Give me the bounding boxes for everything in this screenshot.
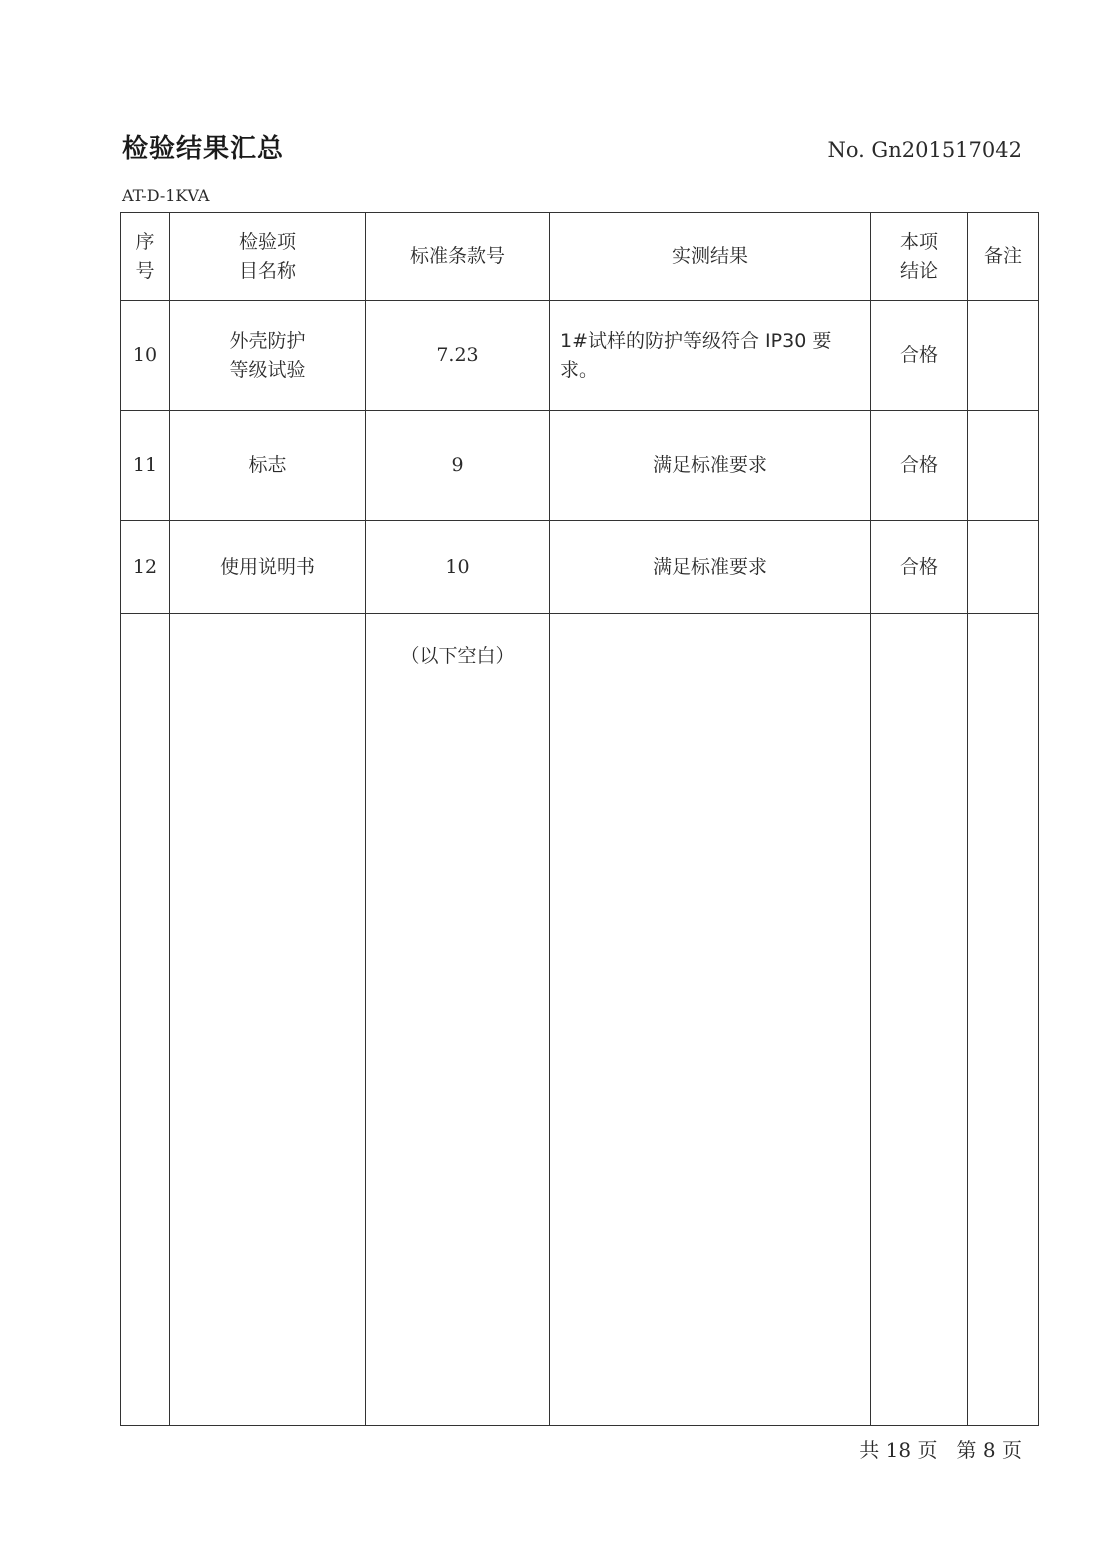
header-seq-line1: 序 [135, 231, 155, 253]
cell-item-name-line1: 外壳防护 [229, 330, 306, 352]
table-row [121, 301, 1039, 411]
cell-clause: 7.23 [366, 301, 550, 411]
cell-item-name: 标志 [170, 411, 366, 521]
cell-remark [968, 521, 1039, 614]
blank-cell [871, 614, 968, 1426]
cell-result: 1#试样的防护等级符合 IP30 要求。 [550, 301, 871, 411]
cell-conclusion: 合格 [871, 411, 968, 521]
footer-total-pages: 18 [885, 1438, 912, 1462]
table-row [121, 521, 1039, 614]
header-conclusion [871, 213, 968, 301]
cell-remark [968, 301, 1039, 411]
cell-item-name-line2: 等级试验 [229, 358, 306, 381]
cell-item-name [170, 301, 366, 411]
header-conclusion-line1: 本项 [899, 231, 938, 253]
cell-remark [968, 411, 1039, 521]
blank-cell [550, 614, 871, 1426]
header-clause: 标准条款号 [366, 213, 550, 301]
page-footer [859, 1434, 1022, 1463]
cell-clause: 10 [366, 521, 550, 614]
blank-cell [121, 614, 170, 1426]
model-code: AT-D-1KVA [122, 186, 210, 205]
header-remark: 备注 [968, 213, 1039, 301]
footer-page-prefix: 第 [956, 1438, 977, 1462]
header-seq-line2: 号 [135, 259, 155, 282]
report-number: No. Gn201517042 [827, 138, 1022, 162]
cell-result: 满足标准要求 [550, 411, 871, 521]
cell-seq: 11 [121, 411, 170, 521]
cell-seq: 10 [121, 301, 170, 411]
results-table [120, 212, 1039, 1426]
footer-page-suffix: 页 [1002, 1438, 1022, 1462]
header-item-line2: 目名称 [238, 259, 296, 282]
header-seq [121, 213, 170, 301]
page-title: 检验结果汇总 [122, 134, 285, 164]
header-conclusion-line2: 结论 [899, 259, 938, 282]
cell-item-name: 使用说明书 [170, 521, 366, 614]
cell-conclusion: 合格 [871, 521, 968, 614]
cell-result: 满足标准要求 [550, 521, 871, 614]
table-row-blank [121, 614, 1039, 1426]
cell-clause: 9 [366, 411, 550, 521]
header-item-line1: 检验项 [238, 231, 296, 253]
footer-total-suffix: 页 [917, 1438, 938, 1462]
cell-seq: 12 [121, 521, 170, 614]
header-result: 实测结果 [550, 213, 871, 301]
header-item-name [170, 213, 366, 301]
blank-cell [968, 614, 1039, 1426]
blank-cell [170, 614, 366, 1426]
cell-conclusion: 合格 [871, 301, 968, 411]
table-row [121, 411, 1039, 521]
table-header-row [121, 213, 1039, 301]
blank-note: （以下空白） [366, 614, 550, 1426]
footer-total-prefix: 共 [859, 1438, 880, 1462]
footer-page-number: 8 [982, 1438, 996, 1462]
